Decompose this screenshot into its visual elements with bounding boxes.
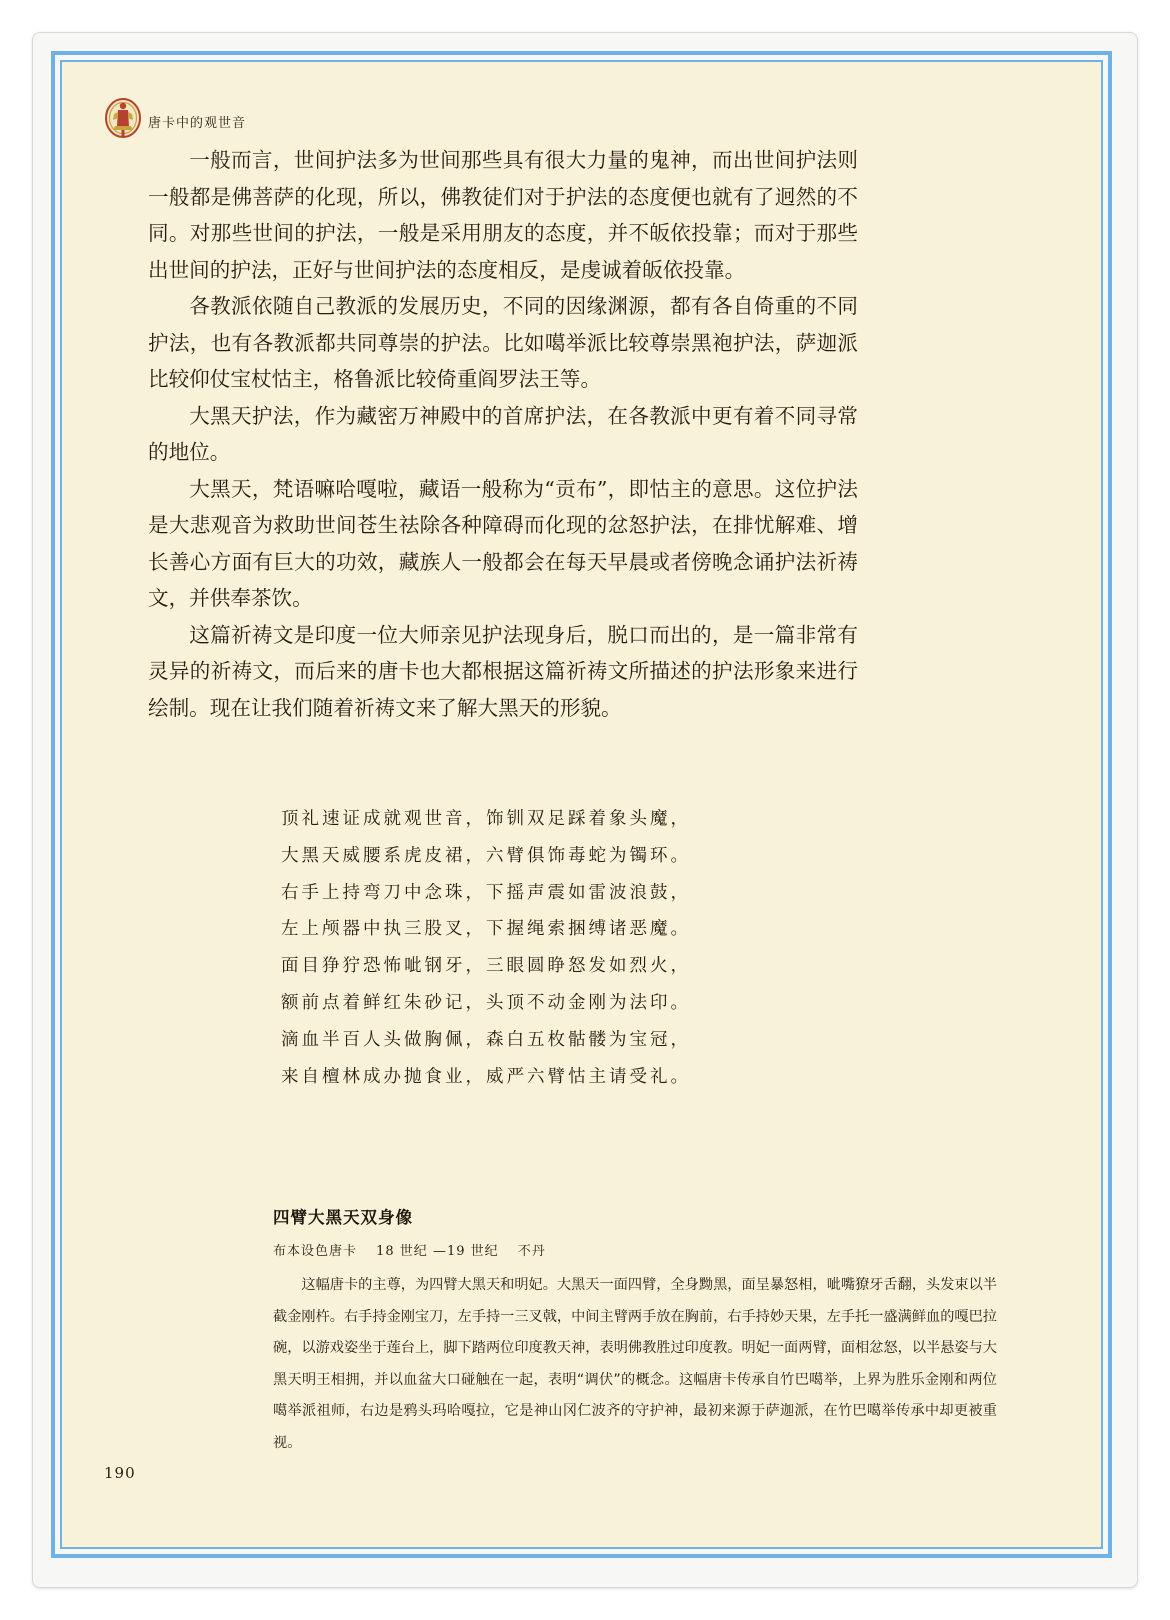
main-text bbox=[148, 142, 858, 726]
verse-line: 大黑天威腰系虎皮裙，六臂俱饰毒蛇为镯环。 bbox=[281, 845, 691, 866]
caption-body: 这幅唐卡的主尊，为四臂大黑天和明妃。大黑天一面四臂，全身黝黑，面呈暴怒相，呲嘴獠牙舌翻，头发束以半截金刚杵。右手持金刚宝刀，左手持一三叉戟，中间主臂两手放在胸前，右手持妙天果，左手托一盛满鲜血的嘎巴拉碗，以游戏姿坐于莲台上，脚下踏两位印度教天神，表明佛教胜过印度教。明妃一面两臂，面相忿怒，以半悬姿与大黑天明王相拥，并以血盆大口碰触在一起，表明“调伏”的概念。这幅唐卡传承自竹巴噶举，上界为胜乐金刚和两位噶举派祖师，右边是鸦头玛哈嘎拉，它是神山冈仁波齐的守护神，最初来源于萨迦派，在竹巴噶举传承中却更被重视。 bbox=[273, 1277, 997, 1451]
paragraph: 大黑天护法，作为藏密万神殿中的首席护法，在各教派中更有着不同寻常的地位。 bbox=[148, 403, 858, 464]
verse-line: 右手上持弯刀中念珠，下摇声震如雷波浪鼓， bbox=[281, 882, 691, 903]
caption-title: 四臂大黑天双身像 bbox=[273, 1208, 413, 1227]
header-title: 唐卡中的观世音 bbox=[148, 115, 247, 131]
verse-line: 顶礼速证成就观世音，饰钏双足踩着象头魔， bbox=[281, 809, 691, 829]
avalokiteshvara-emblem-icon bbox=[104, 96, 142, 140]
verse-line: 滴血半百人头做胸佩，森白五枚骷髅为宝冠， bbox=[281, 1029, 691, 1050]
verse-line: 来自檀林成办抛食业，威严六臂怙主请受礼。 bbox=[281, 1066, 691, 1087]
paragraph: 一般而言，世间护法多为世间那些具有很大力量的鬼神，而出世间护法则一般都是佛菩萨的化现，所以，佛教徒们对于护法的态度便也就有了迥然的不同。对那些世间的护法，一般是采用朋友的态度，并不皈依投靠；而对于那些出世间的护法，正好与世间护法的态度相反，是虔诚着皈依投靠。 bbox=[148, 148, 858, 282]
page-number: 190 bbox=[104, 1464, 136, 1482]
running-header bbox=[104, 95, 246, 141]
verse-line: 左上颅器中执三股叉，下握绳索捆缚诸恶魔。 bbox=[281, 919, 691, 940]
verse-line: 额前点着鲜红朱砂记，头顶不动金刚为法印。 bbox=[281, 992, 691, 1013]
verse-line: 面目狰狞恐怖呲钢牙，三眼圆睁怒发如烈火， bbox=[281, 956, 691, 977]
prayer-verse bbox=[281, 801, 691, 1095]
paragraph: 这篇祈祷文是印度一位大师亲见护法现身后，脱口而出的，是一篇非常有灵异的祈祷文，而后来的唐卡也大都根据这篇祈祷文所描述的护法形象来进行绘制。现在让我们随着祈祷文来了解大黑天的形貌。 bbox=[148, 622, 858, 720]
caption-meta: 布本设色唐卡 18 世纪 —19 世纪 不丹 bbox=[273, 1244, 546, 1259]
paragraph: 大黑天，梵语嘛哈嘎啦，藏语一般称为“贡布”，即怙主的意思。这位护法是大悲观音为救助世间苍生祛除各种障碍而化现的忿怒护法，在排忧解难、增长善心方面有巨大的功效，藏族人一般都会在每天早晨或者傍晚念诵护法祈祷文，并供奉茶饮。 bbox=[148, 476, 858, 610]
paragraph: 各教派依随自己教派的发展历史，不同的因缘渊源，都有各自倚重的不同护法，也有各教派都共同尊崇的护法。比如噶举派比较尊崇黑袍护法，萨迦派比较仰仗宝杖怙主，格鲁派比较倚重阎罗法王等。 bbox=[148, 294, 858, 391]
